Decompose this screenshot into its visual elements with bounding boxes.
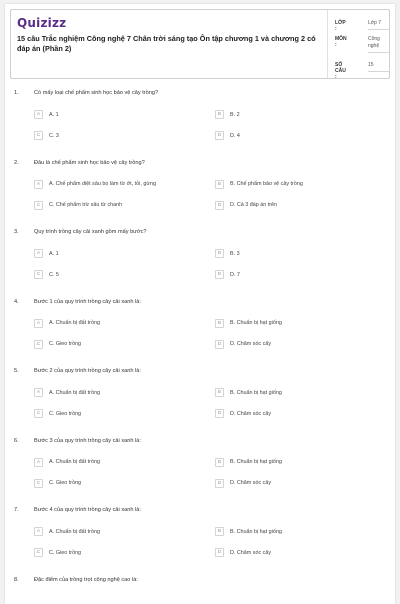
option-letter-box: A <box>34 180 43 189</box>
option-letter-box: B <box>215 249 224 258</box>
option-letter-box: C <box>34 548 43 557</box>
option-letter-box: A <box>34 110 43 119</box>
option-text: B. 2 <box>230 111 240 118</box>
option-letter-box: A <box>34 319 43 328</box>
option-text: D. Chăm sóc cây <box>230 549 272 556</box>
option-letter-box: A <box>34 388 43 397</box>
option-letter-box: D <box>215 340 224 349</box>
option-letter-box: B <box>215 319 224 328</box>
option-letter-box: A <box>34 527 43 536</box>
option-letter-box: D <box>215 270 224 279</box>
option-text: B. 3 <box>230 250 240 257</box>
count-label: SỐ CÂU : <box>335 62 346 80</box>
option-text: B. Chuẩn bị hạt giống <box>230 389 282 396</box>
option-letter-box: D <box>215 131 224 140</box>
question-text: Bước 3 của quy trình trồng cây cải xanh là: <box>34 437 141 444</box>
count-value: 15 <box>368 62 390 72</box>
option-letter-box: C <box>34 409 43 418</box>
question-text: Đâu là chế phẩm sinh học bảo vệ cây trồng? <box>34 159 145 166</box>
option-text: A. Chuẩn bị đất trồng <box>49 320 100 326</box>
option-letter-box: B <box>215 458 224 467</box>
option-text: B. Chuẩn bị hạt giống <box>230 459 282 465</box>
option-text: D. Chăm sóc cây <box>230 410 272 417</box>
option-text: C. Gieo trồng <box>49 480 82 486</box>
quizizz-logo: Quizizz <box>17 16 67 30</box>
meta-divider <box>327 10 328 78</box>
option-text: B. Chế phẩm bảo vệ cây trồng <box>230 181 303 187</box>
question-number: 2. <box>14 159 19 166</box>
option-text: C. 5 <box>49 271 59 278</box>
subject-value: Công nghệ <box>368 36 390 53</box>
class-label: LỚP : <box>335 20 346 32</box>
option-letter-box: D <box>215 409 224 418</box>
question-number: 4. <box>14 298 19 305</box>
option-letter-box: D <box>215 201 224 210</box>
option-text: B. Chuẩn bị hạt giống <box>230 528 282 535</box>
question-text: Quy trình trồng cây cải xanh gồm mấy bước? <box>34 229 147 235</box>
option-letter-box: C <box>34 270 43 279</box>
option-letter-box: B <box>215 110 224 119</box>
class-value: Lớp 7 <box>368 20 390 30</box>
option-text: B. Chuẩn bị hạt giống <box>230 320 282 326</box>
question-number: 8. <box>14 576 19 583</box>
option-text: A. 1 <box>49 111 59 118</box>
question-number: 7. <box>14 507 19 513</box>
option-letter-box: B <box>215 527 224 536</box>
option-text: D. 7 <box>230 271 240 278</box>
question-text: Bước 1 của quy trình trồng cây cải xanh là: <box>34 298 141 305</box>
option-letter-box: A <box>34 249 43 258</box>
worksheet-title: 15 câu Trắc nghiệm Công nghệ 7 Chân trời sáng tạo Ôn tập chương 1 và chương 2 có đáp án (Phần 2) <box>17 34 316 53</box>
option-text: A. Chuẩn bị đất trồng <box>49 389 100 396</box>
question-number: 5. <box>14 368 19 374</box>
option-letter-box: B <box>215 388 224 397</box>
option-text: A. Chế phẩm diệt sâu bọ làm từ ớt, tỏi, gừng <box>49 181 156 187</box>
option-letter-box: C <box>34 479 43 488</box>
option-text: D. Cả 3 đáp án trên <box>230 202 278 208</box>
option-text: A. Chuẩn bị đất trồng <box>49 528 100 535</box>
worksheet-header <box>10 9 390 79</box>
question-number: 3. <box>14 229 19 235</box>
question-text: Đặc điểm của trồng trọt công nghệ cao là: <box>34 576 138 583</box>
option-letter-box: C <box>34 201 43 210</box>
question-text: Bước 4 của quy trình trồng cây cải xanh là: <box>34 507 141 513</box>
worksheet-page <box>5 4 395 604</box>
option-text: C. 3 <box>49 132 59 139</box>
option-text: C. Gieo trồng <box>49 410 82 417</box>
option-text: C. Gieo trồng <box>49 549 82 556</box>
question-text: Bước 2 của quy trình trồng cây cải xanh là: <box>34 368 141 374</box>
option-letter-box: A <box>34 458 43 467</box>
option-text: D. 4 <box>230 132 240 139</box>
option-letter-box: D <box>215 548 224 557</box>
option-letter-box: D <box>215 479 224 488</box>
subject-label: MÔN : <box>335 36 347 48</box>
option-letter-box: C <box>34 131 43 140</box>
option-text: C. Gieo trồng <box>49 341 82 347</box>
option-letter-box: C <box>34 340 43 349</box>
question-number: 6. <box>14 437 19 444</box>
option-text: A. 1 <box>49 250 59 257</box>
option-text: C. Chế phẩm trừ sâu từ chanh <box>49 202 123 208</box>
question-number: 1. <box>14 90 19 96</box>
option-text: A. Chuẩn bị đất trồng <box>49 459 100 465</box>
question-text: Có mấy loại chế phẩm sinh học bảo vệ cây trồng? <box>34 90 159 96</box>
option-text: D. Chăm sóc cây <box>230 341 272 347</box>
option-text: D. Chăm sóc cây <box>230 480 272 486</box>
option-letter-box: B <box>215 180 224 189</box>
